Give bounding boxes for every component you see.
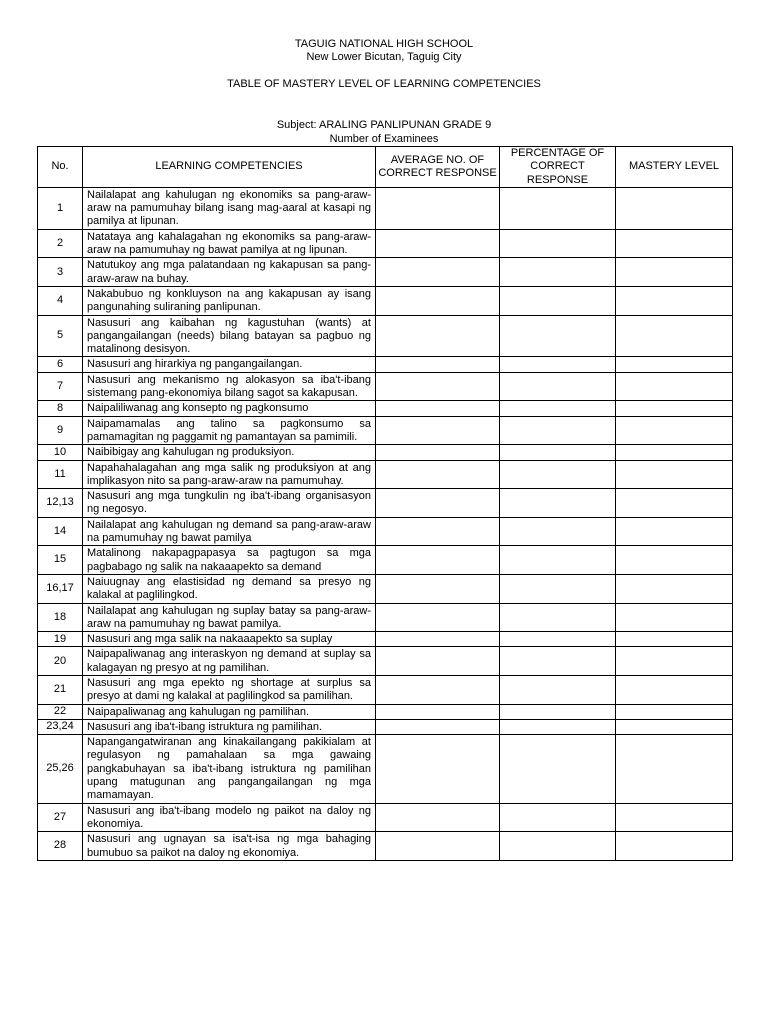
mastery-level-cell[interactable] bbox=[616, 187, 733, 229]
table-row bbox=[38, 229, 733, 258]
mastery-level-cell[interactable] bbox=[616, 401, 733, 416]
mastery-level-cell[interactable] bbox=[616, 546, 733, 575]
percentage-cell[interactable] bbox=[500, 603, 616, 632]
average-response-cell[interactable] bbox=[376, 719, 500, 734]
mastery-level-cell[interactable] bbox=[616, 315, 733, 357]
average-response-cell[interactable] bbox=[376, 229, 500, 258]
mastery-level-cell[interactable] bbox=[616, 229, 733, 258]
competency-text: Nakabubuo ng konkluyson na ang kakapusan ay isang pangunahing suliraning panlipunan. bbox=[83, 286, 376, 315]
table-row bbox=[38, 803, 733, 832]
column-header-no: No. bbox=[38, 147, 83, 188]
percentage-cell[interactable] bbox=[500, 445, 616, 460]
average-response-cell[interactable] bbox=[376, 445, 500, 460]
table-row bbox=[38, 357, 733, 372]
mastery-level-cell[interactable] bbox=[616, 517, 733, 546]
percentage-cell[interactable] bbox=[500, 546, 616, 575]
average-response-cell[interactable] bbox=[376, 735, 500, 803]
table-row bbox=[38, 574, 733, 603]
row-number: 16,17 bbox=[38, 574, 83, 603]
competency-text: Nasusuri ang iba't-ibang modelo ng paikot na daloy ng ekonomiya. bbox=[83, 803, 376, 832]
row-number: 10 bbox=[38, 445, 83, 460]
mastery-level-cell[interactable] bbox=[616, 647, 733, 676]
subject-line: Subject: ARALING PANLIPUNAN GRADE 9 bbox=[276, 119, 492, 131]
percentage-cell[interactable] bbox=[500, 704, 616, 719]
row-number: 14 bbox=[38, 517, 83, 546]
mastery-level-cell[interactable] bbox=[616, 832, 733, 861]
average-response-cell[interactable] bbox=[376, 704, 500, 719]
mastery-level-cell[interactable] bbox=[616, 632, 733, 647]
mastery-level-cell[interactable] bbox=[616, 372, 733, 401]
average-response-cell[interactable] bbox=[376, 258, 500, 287]
percentage-cell[interactable] bbox=[500, 315, 616, 357]
average-response-cell[interactable] bbox=[376, 803, 500, 832]
table-row bbox=[38, 416, 733, 445]
average-response-cell[interactable] bbox=[376, 832, 500, 861]
percentage-cell[interactable] bbox=[500, 675, 616, 704]
competency-text: Naipapaliwanag ang kahulugan ng pamilihan. bbox=[83, 704, 376, 719]
competency-text: Nasusuri ang hirarkiya ng pangangailangan. bbox=[83, 357, 376, 372]
mastery-level-cell[interactable] bbox=[616, 286, 733, 315]
column-header-competencies: LEARNING COMPETENCIES bbox=[83, 147, 376, 188]
row-number: 7 bbox=[38, 372, 83, 401]
mastery-level-cell[interactable] bbox=[616, 357, 733, 372]
row-number: 28 bbox=[38, 832, 83, 861]
row-number: 25,26 bbox=[38, 735, 83, 803]
competency-text: Naibibigay ang kahulugan ng produksiyon. bbox=[83, 445, 376, 460]
percentage-cell[interactable] bbox=[500, 719, 616, 734]
competency-text: Naipaliliwanag ang konsepto ng pagkonsumo bbox=[83, 401, 376, 416]
row-number: 12,13 bbox=[38, 489, 83, 518]
percentage-cell[interactable] bbox=[500, 372, 616, 401]
average-response-cell[interactable] bbox=[376, 574, 500, 603]
row-number: 19 bbox=[38, 632, 83, 647]
percentage-cell[interactable] bbox=[500, 416, 616, 445]
table-row bbox=[38, 632, 733, 647]
mastery-level-cell[interactable] bbox=[616, 460, 733, 489]
competency-text: Naipapaliwanag ang interaskyon ng demand at suplay sa kalagayan ng presyo at ng pamilihan. bbox=[83, 647, 376, 676]
average-response-cell[interactable] bbox=[376, 416, 500, 445]
row-number: 1 bbox=[38, 187, 83, 229]
competency-text: Nasusuri ang ugnayan sa isa't-isa ng mga bahaging bumubuo sa paikot na daloy ng ekonomiya. bbox=[83, 832, 376, 861]
table-row bbox=[38, 187, 733, 229]
percentage-cell[interactable] bbox=[500, 632, 616, 647]
average-response-cell[interactable] bbox=[376, 546, 500, 575]
average-response-cell[interactable] bbox=[376, 315, 500, 357]
table-row bbox=[38, 735, 733, 803]
competency-text: Naipamamalas ang talino sa pagkonsumo sa pamamagitan ng paggamit ng pamantayan sa pamimili. bbox=[83, 416, 376, 445]
table-row bbox=[38, 315, 733, 357]
row-number: 9 bbox=[38, 416, 83, 445]
row-number: 22 bbox=[38, 704, 83, 719]
competency-text: Napangangatwiranan ang kinakailangang pakikialam at regulasyon ng pamahalaan sa mga gawaing pangkabuhayan sa iba't-ibang istruktura ng pamilihan upang matugunan ang pangangailangan ng mga mamamayan. bbox=[83, 735, 376, 803]
table-row bbox=[38, 286, 733, 315]
average-response-cell[interactable] bbox=[376, 675, 500, 704]
average-response-cell[interactable] bbox=[376, 517, 500, 546]
table-row bbox=[38, 372, 733, 401]
row-number: 2 bbox=[38, 229, 83, 258]
competency-text: Nasusuri ang mga tungkulin ng iba't-ibang organisasyon ng negosyo. bbox=[83, 489, 376, 518]
competency-text: Nailalapat ang kahulugan ng ekonomiks sa pang-araw-araw na pamumuhay bilang isang mag-aaral at kasapi ng pamilya at lipunan. bbox=[83, 187, 376, 229]
average-response-cell[interactable] bbox=[376, 647, 500, 676]
competency-text: Nasusuri ang mga epekto ng shortage at surplus sa presyo at dami ng kalakal at paglilingkod sa pamilihan. bbox=[83, 675, 376, 704]
mastery-level-cell[interactable] bbox=[616, 704, 733, 719]
average-response-cell[interactable] bbox=[376, 460, 500, 489]
average-response-cell[interactable] bbox=[376, 401, 500, 416]
percentage-cell[interactable] bbox=[500, 803, 616, 832]
percentage-cell[interactable] bbox=[500, 460, 616, 489]
percentage-cell[interactable] bbox=[500, 735, 616, 803]
average-response-cell[interactable] bbox=[376, 489, 500, 518]
percentage-cell[interactable] bbox=[500, 832, 616, 861]
table-row bbox=[38, 445, 733, 460]
column-header-percentage: PERCENTAGE OF CORRECT RESPONSE bbox=[500, 147, 616, 188]
percentage-cell[interactable] bbox=[500, 286, 616, 315]
mastery-level-cell[interactable] bbox=[616, 489, 733, 518]
table-row bbox=[38, 546, 733, 575]
competency-text: Nasusuri ang kaibahan ng kagustuhan (wants) at pangangailangan (needs) bilang batayan sa pagbuo ng matalinong desisyon. bbox=[83, 315, 376, 357]
table-row bbox=[38, 832, 733, 861]
competency-text: Natutukoy ang mga palatandaan ng kakapusan sa pang-araw-araw na buhay. bbox=[83, 258, 376, 287]
average-response-cell[interactable] bbox=[376, 632, 500, 647]
mastery-level-cell[interactable] bbox=[616, 258, 733, 287]
mastery-level-cell[interactable] bbox=[616, 675, 733, 704]
row-number: 15 bbox=[38, 546, 83, 575]
percentage-cell[interactable] bbox=[500, 647, 616, 676]
table-row bbox=[38, 489, 733, 518]
row-number: 3 bbox=[38, 258, 83, 287]
mastery-level-cell[interactable] bbox=[616, 803, 733, 832]
table-row bbox=[38, 603, 733, 632]
row-number: 20 bbox=[38, 647, 83, 676]
percentage-cell[interactable] bbox=[500, 574, 616, 603]
competency-text: Matalinong nakapagpapasya sa pagtugon sa mga pagbabago ng salik na nakaaapekto sa demand bbox=[83, 546, 376, 575]
competency-text: Napahahalagahan ang mga salik ng produksiyon at ang implikasyon nito sa pang-araw-araw na pamumuhay. bbox=[83, 460, 376, 489]
mastery-level-cell[interactable] bbox=[616, 719, 733, 734]
competency-text: Nasusuri ang mga salik na nakaaapekto sa suplay bbox=[83, 632, 376, 647]
school-address: New Lower Bicutan, Taguig City bbox=[306, 51, 462, 63]
percentage-cell[interactable] bbox=[500, 187, 616, 229]
row-number: 23,24 bbox=[38, 719, 83, 734]
table-row bbox=[38, 258, 733, 287]
competency-text: Nailalapat ang kahulugan ng suplay batay sa pang-araw-araw na pamumuhay ng bawat pamilya. bbox=[83, 603, 376, 632]
table-body bbox=[38, 187, 733, 860]
percentage-cell[interactable] bbox=[500, 258, 616, 287]
table-row bbox=[38, 460, 733, 489]
table-row bbox=[38, 517, 733, 546]
table-row bbox=[38, 704, 733, 719]
row-number: 18 bbox=[38, 603, 83, 632]
percentage-cell[interactable] bbox=[500, 517, 616, 546]
average-response-cell[interactable] bbox=[376, 372, 500, 401]
row-number: 4 bbox=[38, 286, 83, 315]
document-title: TABLE OF MASTERY LEVEL OF LEARNING COMPETENCIES bbox=[227, 78, 541, 90]
table-header-row bbox=[38, 147, 733, 188]
average-response-cell[interactable] bbox=[376, 357, 500, 372]
table-row bbox=[38, 401, 733, 416]
percentage-cell[interactable] bbox=[500, 229, 616, 258]
school-name: TAGUIG NATIONAL HIGH SCHOOL bbox=[294, 38, 474, 50]
row-number: 5 bbox=[38, 315, 83, 357]
mastery-level-cell[interactable] bbox=[616, 735, 733, 803]
competency-text: Naiuugnay ang elastisidad ng demand sa presyo ng kalakal at paglilingkod. bbox=[83, 574, 376, 603]
percentage-cell[interactable] bbox=[500, 357, 616, 372]
competency-text: Nasusuri ang mekanismo ng alokasyon sa iba't-ibang sistemang pang-ekonomiya bilang sagot sa kakapusan. bbox=[83, 372, 376, 401]
row-number: 6 bbox=[38, 357, 83, 372]
mastery-level-cell[interactable] bbox=[616, 416, 733, 445]
competency-text: Natataya ang kahalagahan ng ekonomiks sa pang-araw-araw na pamumuhay ng bawat pamilya at ng lipunan. bbox=[83, 229, 376, 258]
competency-text: Nailalapat ang kahulugan ng demand sa pang-araw-araw na pamumuhay ng bawat pamilya bbox=[83, 517, 376, 546]
mastery-level-cell[interactable] bbox=[616, 445, 733, 460]
column-header-mastery: MASTERY LEVEL bbox=[616, 147, 733, 188]
row-number: 27 bbox=[38, 803, 83, 832]
table-row bbox=[38, 719, 733, 734]
row-number: 11 bbox=[38, 460, 83, 489]
percentage-cell[interactable] bbox=[500, 489, 616, 518]
examinees-line: Number of Examinees bbox=[329, 133, 439, 145]
average-response-cell[interactable] bbox=[376, 603, 500, 632]
table-row bbox=[38, 675, 733, 704]
average-response-cell[interactable] bbox=[376, 187, 500, 229]
row-number: 21 bbox=[38, 675, 83, 704]
average-response-cell[interactable] bbox=[376, 286, 500, 315]
column-header-average: AVERAGE NO. OF CORRECT RESPONSE bbox=[376, 147, 500, 188]
mastery-level-cell[interactable] bbox=[616, 574, 733, 603]
percentage-cell[interactable] bbox=[500, 401, 616, 416]
row-number: 8 bbox=[38, 401, 83, 416]
competency-text: Nasusuri ang iba't-ibang istruktura ng pamilihan. bbox=[83, 719, 376, 734]
mastery-table bbox=[37, 146, 733, 861]
table-row bbox=[38, 647, 733, 676]
mastery-level-cell[interactable] bbox=[616, 603, 733, 632]
